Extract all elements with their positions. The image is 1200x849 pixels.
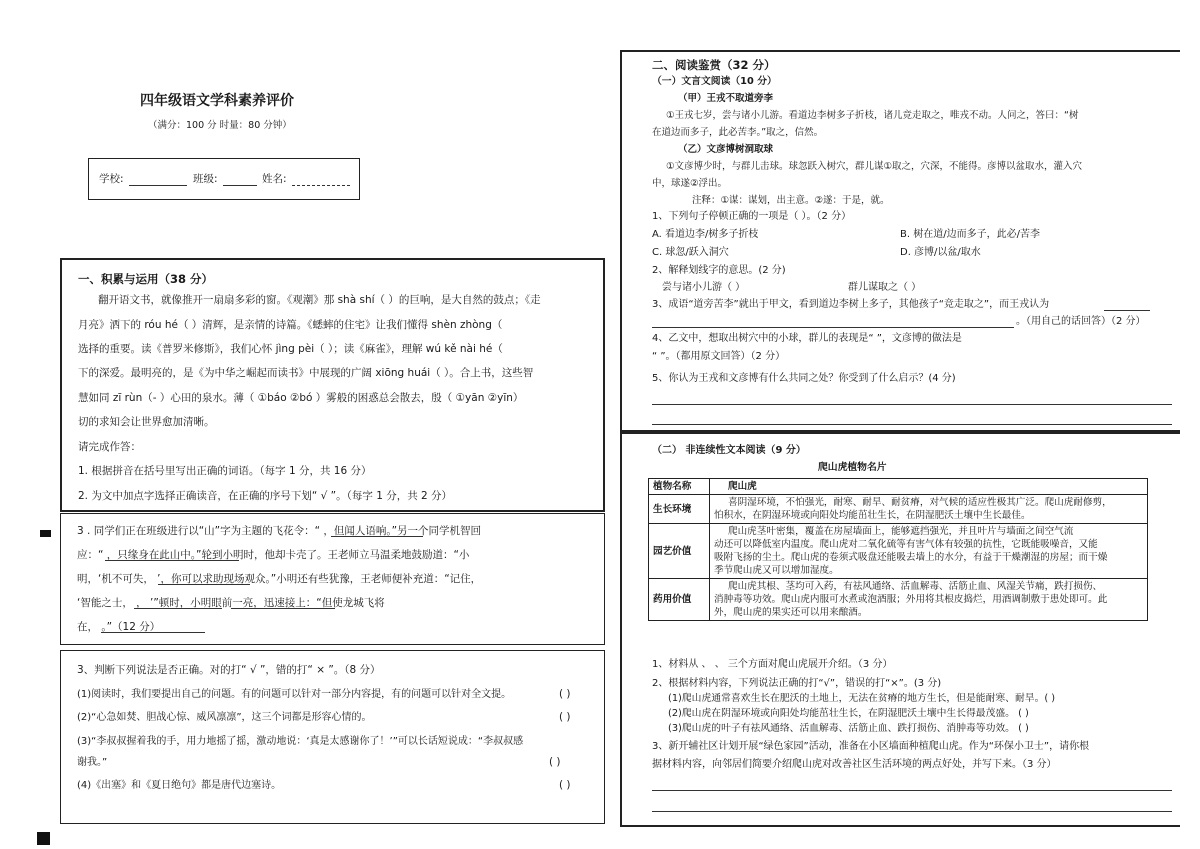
passage-line: 切的求知会让世界愈加清晰。 (78, 416, 215, 428)
row-value (710, 524, 1148, 579)
judge-item: 谢我。” (77, 757, 108, 768)
annotation-note: 注释：①谋：谋划，出主意。②遂：于是，就。 (692, 195, 890, 206)
poem-line: 3 . 同学们正在班级进行以“山”字为主题的飞花令：“ ，但闻人语响。”另一个同学机智回 (77, 525, 482, 537)
passage-line: 月亮》洒下的 róu hé（ ）清辉，是亲情的诗篇。《蟋蟀的住宅》让我们懂得 shèn zhòng（ (78, 319, 503, 331)
answer-blank[interactable] (331, 536, 423, 537)
row-value-line: 爬山虎 (728, 481, 757, 492)
row-key: 植物名称 (649, 479, 710, 495)
question-b1: 1、材料从 、 、 三个方面对爬山虎展开介绍。（3 分） (652, 659, 893, 670)
option-c[interactable]: C. 球忽/跃入洞穴 (652, 247, 729, 258)
row-value-line: 外，爬山虎的果实还可以用来酿酒。 (714, 607, 868, 618)
question-4: 4、乙文中，想取出树穴中的小球，群儿的表现是“ ”，文彦博的做法是 (652, 333, 962, 344)
judge-item: (2)“心急如焚、胆战心惊、威风凛凛”，这三个词都是形容心情的。 (77, 712, 372, 723)
answer-line[interactable] (652, 404, 1172, 405)
text-a-line: 在道边而多子，此必苦李。”取之，信然。 (652, 127, 824, 138)
answer-line[interactable] (652, 424, 1172, 425)
question-3-tail: 。（用自己的话回答）（2 分） (1016, 316, 1146, 327)
table-row (649, 524, 1148, 579)
question-2: 2、解释划线字的意思。(2 分) (652, 265, 786, 276)
passage-line: 下的深爱。最明亮的，是《为中华之崛起而读书》中展现的广阔 xiōng huái（ ）。合上书，这些智 (78, 367, 534, 379)
scan-mark (37, 832, 50, 845)
answer-blank[interactable] (105, 560, 239, 561)
judge-item: (2)爬山虎在阴湿环境或向阳处均能茁壮生长，在阴湿肥沃土壤中生长得最茂盛。 ( ) (668, 708, 1029, 719)
class-field[interactable] (223, 185, 257, 186)
section-2-box (620, 50, 1180, 432)
school-label: 学校: (99, 173, 124, 185)
name-label: 姓名: (262, 173, 287, 185)
answer-blank[interactable] (134, 608, 222, 609)
answer-line[interactable] (652, 790, 1172, 791)
answer-paren[interactable]: ( ) (559, 779, 571, 791)
table-row (649, 479, 1148, 495)
judge-item: (1)阅读时，我们要提出自己的问题。有的问题可以针对一部分内容提，有的问题可以针对全文提。 (77, 689, 512, 700)
judge-item: (3)爬山虎的叶子有祛风通络、活血解毒、活筋止血、跌打损伤、消肿毒等功效。 ( ) (668, 723, 1029, 734)
name-field[interactable] (292, 185, 350, 186)
text-a-title: （甲）王戎不取道旁李 (678, 93, 774, 104)
text-b-line: 中，球遂②浮出。 (652, 178, 728, 189)
row-value-line: 动还可以降低室内温度。爬山虎对二氧化硫等有害气体有较强的抗性，它既能吸噪音，又能 (714, 539, 1098, 550)
row-value-line: 季节爬山虎又可以增加湿度。 (714, 565, 839, 576)
section-b-box (620, 432, 1180, 827)
question-5: 5、你认为王戎和文彦博有什么共同之处？你受到了什么启示？(4 分) (652, 373, 956, 384)
plant-card-table (648, 478, 1148, 621)
poem-line: 在， 。”（12 分） (77, 621, 161, 633)
row-value (710, 579, 1148, 621)
passage-line: 翻开语文书，就像推开一扇扇多彩的窗。《观潮》那 shà shí（ ）的巨响，是大自然的鼓点；《走 (98, 294, 541, 306)
classical-heading: （一）文言文阅读（10 分） (652, 76, 777, 87)
answer-line[interactable] (652, 811, 1172, 812)
row-value (710, 479, 1148, 495)
row-value-line: 喜阴湿环境，不怕强光，耐寒、耐旱、耐贫瘠，对气候的适应性极其广泛。爬山虎耐修剪， (728, 497, 1112, 508)
section-1-box (60, 258, 605, 512)
row-value-line: 爬山虎茎叶密集，覆盖在房屋墙面上，能够遮挡强光，并且叶片与墙面之间空气流 (728, 526, 1074, 537)
answer-blank[interactable] (652, 327, 1014, 328)
option-b[interactable]: B. 树在道/边而多子，此必/苦李 (900, 229, 1040, 240)
answer-paren[interactable]: ( ) (559, 711, 571, 723)
row-key: 园艺价值 (649, 524, 710, 579)
poem-line: ‘智能之士， ， ’”顿时，小明眼前一亮，迅速接上：“但使龙城飞将 (77, 597, 385, 609)
row-key: 生长环境 (649, 495, 710, 524)
question-3: 3、成语“道旁苦李”就出于甲文，看到道边李树上多子，其他孩子“竞走取之”，而王戎认为 (652, 299, 1050, 310)
scan-mark (40, 530, 51, 537)
judge-item: (4)《出塞》和《夏日绝句》都是唐代边塞诗。 (77, 780, 282, 791)
question-b3: 3、新开辅社区计划开展“绿色家园”活动，准备在小区墙面种植爬山虎。作为“环保小卫士”，请你根 (652, 741, 1090, 752)
poem-line: 明，‘机不可失， ’，你可以求助现场观众。”小明还有些犹豫，王老师便补充道：“记住， (77, 573, 482, 585)
text-b-line: ①文彦博少时，与群儿击球。球忽跃入树穴，群儿谋①取之，穴深，不能得。彦博以盆取水，灌入穴 (666, 161, 1083, 172)
question-2a: 尝与诸小儿游（ ） (662, 282, 746, 293)
exam-meta: （满分：100 分 时量：80 分钟） (148, 120, 292, 131)
option-a[interactable]: A. 看道边李/树多子折枝 (652, 229, 759, 240)
question-2b: 群儿谋取之（ ） (848, 282, 922, 293)
school-field[interactable] (129, 185, 187, 186)
row-value-line: 吸附飞扬的尘土。爬山虎的卷须式吸盘还能吸去墙上的水分，有益于干燥潮湿的房屋；而干燥 (714, 552, 1108, 563)
judge-item: (1)爬山虎通常喜欢生长在肥沃的土地上，无法在贫瘠的地方生长，但是能耐寒、耐旱。( ) (668, 693, 1056, 704)
row-value-line: 消肿毒等功效。爬山虎内服可水煮或泡酒服；外用将其根皮捣烂，用酒调制敷于患处即可。此 (714, 594, 1108, 605)
answer-blank[interactable] (158, 584, 250, 585)
judge-item: (3)“李叔叔握着我的手，用力地摇了摇，激动地说：‘真是太感谢你了！’”可以长话短说成：“李叔叔感 (77, 736, 524, 747)
answer-blank[interactable] (231, 608, 335, 609)
student-info-box (88, 158, 360, 200)
question-b2: 2、根据材料内容，下列说法正确的打“√”，错误的打“×”。(3 分) (652, 678, 942, 689)
poem-line: 应：“ ，只缘身在此山中。”轮到小明时，他却卡壳了。王老师立马温柔地鼓励道：“小 (77, 549, 470, 561)
section-b-heading: （二） 非连续性文本阅读（9 分） (652, 445, 806, 456)
judge-heading: 3、判断下列说法是否正确。对的打“ √ ”，错的打“ × ”。（8 分） (77, 664, 381, 676)
question-4-tail: “ ”。（都用原文回答）（2 分） (652, 351, 786, 362)
card-title: 爬山虎植物名片 (818, 462, 887, 473)
passage-line: 选择的重要。读《普罗米修斯》，我们心怀 jìng pèi（ ）；读《麻雀》，理解 wú kě nài hé（ (78, 343, 503, 355)
answer-blank[interactable] (101, 632, 205, 633)
row-value-line: 怕积水，在阴湿环境或向阳处均能茁壮生长，在阴湿肥沃土壤中生长最佳。 (714, 510, 1031, 521)
question-1: 1、下列句子停顿正确的一项是（ ）。（2 分） (652, 211, 852, 222)
page-title: 四年级语文学科素养评价 (140, 93, 294, 109)
row-value (710, 495, 1148, 524)
answer-blank[interactable] (1104, 310, 1150, 311)
section-2-heading: 二、阅读鉴赏（32 分） (652, 58, 776, 72)
answer-paren[interactable]: ( ) (559, 688, 571, 700)
question-2: 2. 为文中加点字选择正确读音，在正确的序号下划“ √ ”。（每字 1 分，共 2 分） (78, 490, 453, 502)
row-value-line: 爬山虎其根、茎均可入药，有祛风通络、活血解毒、活筋止血、风湿关节痛，跌打损伤、 (728, 581, 1103, 592)
task-label: 请完成作答： (78, 441, 141, 453)
table-row (649, 495, 1148, 524)
section-3-box (60, 513, 605, 645)
text-a-line: ①王戎七岁，尝与诸小儿游。看道边李树多子折枝，诸儿竞走取之，唯戎不动。人问之，答曰：“树 (666, 110, 1079, 121)
question-b3-tail: 据材料内容，向邻居们简要介绍爬山虎对改善社区生活环境的两点好处，并写下来。（3 分） (652, 759, 1057, 770)
row-key: 药用价值 (649, 579, 710, 621)
answer-paren[interactable]: ( ) (549, 756, 561, 768)
option-d[interactable]: D. 彦博/以盆/取水 (900, 247, 981, 258)
text-b-title: （乙）文彦博树洞取球 (678, 144, 774, 155)
passage-line: 慧如同 zī rùn（- ）心田的泉水。薄（ ①báo ②bó ）雾般的困惑总会散去，殷（ ①yān ②yīn） (78, 392, 524, 404)
question-1: 1. 根据拼音在括号里写出正确的词语。（每字 1 分，共 16 分） (78, 465, 372, 477)
section-1-heading: 一、积累与运用（38 分） (78, 272, 214, 286)
class-label: 班级: (193, 173, 218, 185)
table-row (649, 579, 1148, 621)
section-judge-box (60, 650, 605, 824)
